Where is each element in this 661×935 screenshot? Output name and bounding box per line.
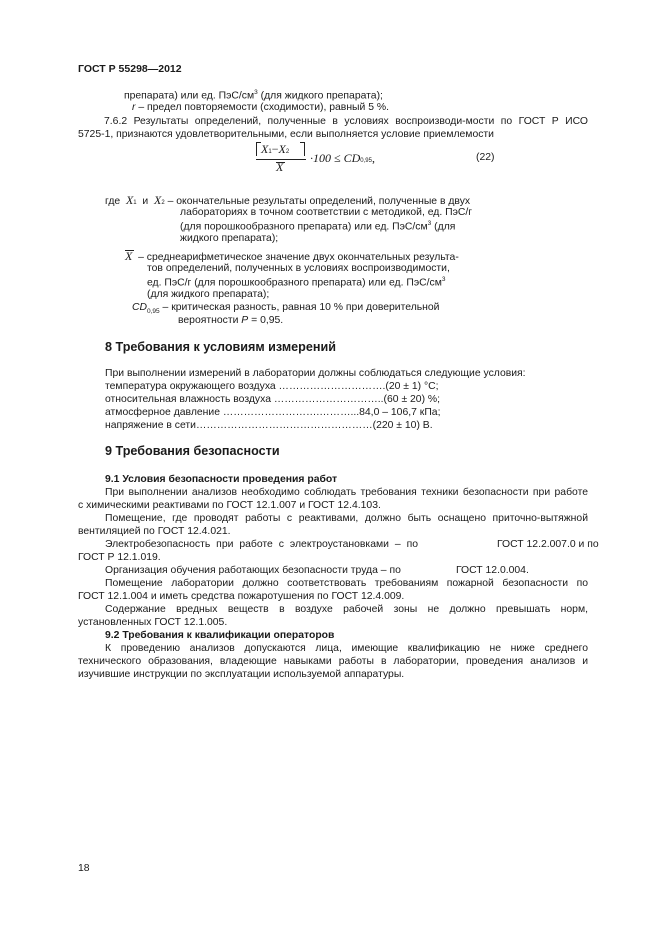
xbar-desc-3sup: 3 (441, 276, 446, 283)
s9-p2-line-2: вентиляцией по ГОСТ 12.4.021. (78, 526, 231, 537)
xbar-description-3 (147, 276, 446, 288)
formula-number: (22) (476, 152, 495, 163)
formula-comma: , (371, 151, 375, 165)
x2-subscript: 2 (285, 149, 290, 155)
x2-symbol: X (278, 142, 286, 156)
s9-p7-line-1: К проведению анализов допускаются лица, имеющие квалификацию не ниже среднего (105, 643, 588, 654)
document-header: ГОСТ Р 55298—2012 (78, 63, 182, 75)
s9-p5-line-2: ГОСТ 12.1.004 и иметь средства пожаротушения по ГОСТ 12.4.009. (78, 591, 405, 602)
condition-humidity: относительная влажность воздуха …………………………..(60 ± 20) %; (105, 394, 441, 405)
x1-subscript: 1 (268, 149, 272, 155)
x1-symbol-where: X (125, 193, 134, 207)
section-9-2-title: 9.2 Требования к квалификации операторов (105, 630, 335, 641)
x1-symbol: X (261, 142, 269, 156)
condition-pressure: атмосферное давление ……………………….………...84,0 – 106,7 кПа; (105, 407, 441, 418)
s9-p1-line-1: При выполнении анализов необходимо соблюдать требования техники безопасности при работе (105, 487, 588, 498)
s9-p3-line-1-left: Электробезопасность при работе с электроустановками – по (105, 539, 418, 550)
s9-p4-left: Организация обучения работающих безопасности труда – по (105, 565, 401, 576)
abs-bar-left (256, 142, 257, 156)
formula-numerator (261, 142, 289, 157)
s9-p7-line-3: изучившие инструкции по эксплуатации используемой аппаратуры. (78, 669, 405, 680)
intro-line-1a: препарата) или ед. ПэС/см (124, 90, 255, 102)
xbar-desc-3a: ед. ПэС/г (для порошкообразного препарата) или ед. ПэС/см (147, 277, 442, 289)
formula-denominator: X (276, 160, 284, 174)
r-text: – предел повторяемости (сходимости), равный 5 %. (135, 102, 390, 113)
x-description-3 (180, 220, 455, 232)
x-description-4: жидкого препарата); (180, 233, 279, 244)
section-9-title: 9 Требования безопасности (105, 444, 280, 458)
s9-p5-line-1: Помещение лаборатории должно соответствовать требованиям пожарной безопасности по (105, 578, 588, 589)
x-description-2: лабораториях в точном соответствии с методикой, ед. ПэС/г (180, 207, 473, 218)
xbar-line-1 (125, 249, 459, 264)
r-symbol: r (132, 102, 136, 113)
cd-symbol: CD (132, 302, 148, 313)
s9-p3-line-1-right: ГОСТ 12.2.007.0 и по (497, 539, 599, 550)
where-word: где (105, 196, 121, 207)
section-8-intro: При выполнении измерений в лаборатории должны соблюдаться следующие условия: (105, 368, 526, 379)
page-number: 18 (78, 863, 90, 874)
x2-symbol-where: X (154, 193, 162, 207)
condition-voltage: напряжение в сети……………………………………………(220 ± 10) В. (105, 420, 433, 431)
s9-p3-line-2: ГОСТ Р 12.1.019. (78, 552, 161, 563)
s9-p4-right: ГОСТ 12.0.004. (456, 565, 529, 576)
repeatability-definition (132, 102, 389, 113)
s9-p6-line-1: Содержание вредных веществ в воздухе рабочей зоны не должно превышать норм, (105, 604, 588, 615)
cd-description-1: – критическая разность, равная 10 % при доверительной (159, 302, 440, 313)
paragraph-7-6-2-line-2: 5725-1, признаются удовлетворительными, если выполняется условие приемлемости (78, 129, 494, 140)
cd-subscript: 0,95 (360, 158, 372, 164)
cd-desc-2a: вероятности (178, 315, 242, 326)
xbar-description-1: – среднеарифметическое значение двух окончательных результа- (138, 252, 459, 263)
paragraph-7-6-2-line-1: 7.6.2 Результаты определений, полученные в условиях воспроизводи-мости по ГОСТ Р ИСО (104, 116, 588, 127)
cd-line-2 (178, 315, 283, 326)
x-desc-3a: (для порошкообразного препарата) или ед. ПэС/см (180, 221, 428, 233)
section-8-title: 8 Требования к условиям измерений (105, 340, 336, 354)
where-x1-x2 (105, 193, 470, 208)
superscript-3: 3 (254, 89, 258, 96)
abs-bar-right (304, 142, 305, 156)
x-desc-3sup: 3 (427, 220, 432, 227)
section-9-1-title: 9.1 Условия безопасности проведения работ (105, 474, 338, 485)
x-desc-3b: (для (431, 221, 456, 233)
condition-temperature: температура окружающего воздуха ………………………….(20 ± 1) °С; (105, 381, 439, 392)
intro-line-1 (124, 89, 383, 101)
formula-fraction (256, 142, 312, 178)
xbar-symbol: X (125, 249, 133, 263)
x2-sub-where: 2 (161, 200, 165, 206)
cd-sub: 0,95 (147, 308, 160, 316)
x-description-1: – окончательные результаты определений, полученные в двух (167, 196, 471, 207)
and-word: и (142, 196, 149, 207)
minus-sign: − (271, 142, 279, 156)
xbar-description-2: тов определений, полученных в условиях воспроизводимости, (147, 263, 450, 274)
cd-line-1 (132, 302, 440, 315)
formula-cd: ·100 ≤ CD (310, 151, 361, 165)
intro-line-1b: (для жидкого препарата); (257, 90, 383, 102)
s9-p6-line-2: установленных ГОСТ 12.1.005. (78, 617, 228, 628)
s9-p7-line-2: технического образования, владеющие навыками работы в лаборатории, проведения анализов и (78, 656, 588, 667)
formula-rest (310, 151, 375, 166)
s9-p2-line-1: Помещение, где проводят работы с реактивами, должно быть оснащено приточно-вытяжной (105, 513, 588, 524)
s9-p1-line-2: с химическими реактивами по ГОСТ 12.1.007 и ГОСТ 12.4.103. (78, 500, 381, 511)
p-symbol: P (241, 315, 249, 326)
x1-sub-where: 1 (133, 200, 137, 206)
cd-desc-2b: = 0,95. (248, 315, 284, 326)
xbar-description-4: (для жидкого препарата); (147, 289, 270, 300)
